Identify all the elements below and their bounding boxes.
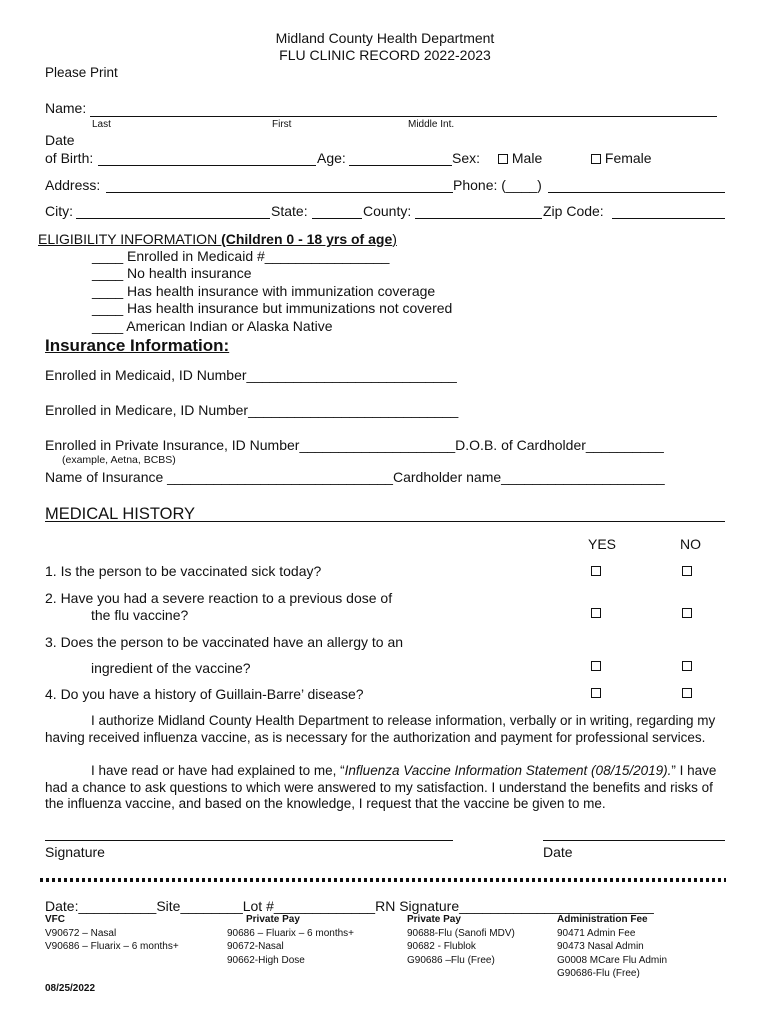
question-4: 4. Do you have a history of Guillain-Barre’ disease? — [45, 686, 364, 702]
medicare-id-field[interactable]: Enrolled in Medicare, ID Number___________________________ — [45, 402, 459, 418]
private-insurance-field[interactable]: Enrolled in Private Insurance, ID Number____________________D.O.B. of Cardholder__________ — [45, 437, 664, 453]
eligibility-item[interactable]: ____ Enrolled in Medicaid #________________ — [92, 248, 390, 264]
medical-history-heading: MEDICAL HISTORY — [45, 505, 196, 523]
zip-label: Zip Code: — [543, 203, 604, 219]
signature-line[interactable] — [45, 840, 453, 841]
male-option[interactable] — [498, 150, 542, 166]
admin-fee-code: 90471 Admin Fee — [557, 927, 636, 939]
phone-label: Phone: (____) — [453, 177, 542, 193]
private-pay-title: Private Pay — [246, 914, 300, 925]
admin-fee-code: 90473 Nasal Admin — [557, 941, 644, 952]
address-label: Address: — [45, 177, 101, 193]
insurance-heading: Insurance Information: — [45, 336, 230, 355]
q1-no-checkbox[interactable] — [682, 566, 692, 576]
dob-field[interactable] — [98, 165, 316, 166]
address-field[interactable] — [106, 192, 453, 193]
private-pay-code: 90686 – Fluarix – 6 months+ — [227, 927, 355, 939]
private-pay-code: 90688-Flu (Sanofi MDV) — [407, 927, 515, 939]
male-checkbox[interactable] — [498, 154, 508, 164]
private-pay-code: 90662-High Dose — [227, 954, 305, 966]
age-label: Age: — [317, 150, 346, 166]
cut-line-divider — [40, 878, 726, 882]
date-label: Date — [45, 132, 75, 148]
eligibility-item[interactable]: ____ American Indian or Alaska Native — [92, 318, 333, 334]
question-2-cont: the flu vaccine? — [91, 607, 189, 623]
zip-field[interactable] — [612, 218, 725, 219]
female-checkbox[interactable] — [591, 154, 601, 164]
question-3: 3. Does the person to be vaccinated have an allergy to an — [45, 634, 404, 650]
q3-no-checkbox[interactable] — [682, 661, 692, 671]
age-field[interactable] — [349, 165, 452, 166]
q4-yes-checkbox[interactable] — [591, 688, 601, 698]
county-label: County: — [363, 203, 412, 219]
q2-no-checkbox[interactable] — [682, 608, 692, 618]
male-label: Male — [511, 150, 543, 166]
medical-history-rule — [45, 521, 725, 522]
eligibility-item[interactable]: ____ Has health insurance with immunization coverage — [92, 283, 436, 299]
admin-fee-code: G90686-Flu (Free) — [557, 968, 640, 979]
county-field[interactable] — [415, 218, 542, 219]
consent-paragraph-1: I authorize Midland County Health Department to release information, verbally or in writing, regarding my having received influenza vaccine, as is necessary for the authorization and payment for professional services. — [45, 713, 716, 745]
admin-date-site-lot-line[interactable]: Date:__________Site________Lot #_____________RN Signature_________________________ — [45, 898, 654, 914]
name-label: Name: — [45, 100, 87, 116]
question-1: 1. Is the person to be vaccinated sick today? — [45, 563, 322, 579]
question-3-cont: ingredient of the vaccine? — [91, 660, 251, 676]
female-option[interactable] — [591, 150, 652, 166]
private-pay-code: 90682 - Flublok — [407, 941, 476, 952]
eligibility-item[interactable]: ____ No health insurance — [92, 265, 252, 281]
first-label: First — [272, 119, 292, 130]
vfc-title: VFC — [45, 914, 65, 925]
private-pay-code: G90686 –Flu (Free) — [407, 954, 495, 966]
medicaid-id-field[interactable]: Enrolled in Medicaid, ID Number___________________________ — [45, 367, 457, 383]
yes-header: YES — [588, 536, 617, 552]
city-field[interactable] — [76, 218, 270, 219]
sex-label: Sex: — [452, 150, 481, 166]
insurance-example: (example, Aetna, BCBS) — [62, 454, 176, 466]
q2-yes-checkbox[interactable] — [591, 608, 601, 618]
private-pay-title: Private Pay — [407, 914, 461, 925]
last-label: Last — [92, 119, 111, 130]
admin-fee-code: G0008 MCare Flu Admin — [557, 954, 668, 966]
org-name: Midland County Health Department — [275, 30, 495, 46]
admin-fee-title: Administration Fee — [557, 914, 648, 925]
please-print: Please Print — [45, 65, 118, 80]
vfc-code: V90686 – Fluarix – 6 months+ — [45, 941, 179, 952]
q4-no-checkbox[interactable] — [682, 688, 692, 698]
private-pay-code: 90672-Nasal — [227, 941, 284, 952]
eligibility-item[interactable]: ____ Has health insurance but immunizations not covered — [92, 300, 453, 316]
private-pay-column-2 — [407, 913, 515, 967]
signature-date-label: Date — [543, 844, 573, 860]
name-field[interactable] — [90, 116, 717, 117]
eligibility-heading: ELIGIBILITY INFORMATION (Children 0 - 18 yrs of age) — [38, 231, 397, 247]
phone-field[interactable] — [548, 192, 725, 193]
vfc-code: V90672 – Nasal — [45, 927, 117, 939]
insurance-name-field[interactable]: Name of Insurance _____________________________Cardholder name_____________________ — [45, 469, 665, 485]
date-line[interactable] — [543, 840, 725, 841]
no-header: NO — [680, 536, 701, 552]
state-label: State: — [271, 203, 308, 219]
q1-yes-checkbox[interactable] — [591, 566, 601, 576]
question-2: 2. Have you had a severe reaction to a previous dose of — [45, 590, 393, 606]
admin-fee-column — [557, 913, 667, 981]
state-field[interactable] — [312, 218, 362, 219]
footer-date: 08/25/2022 — [45, 983, 96, 994]
consent-paragraph-2: I have read or have had explained to me, “Influenza Vaccine Information Statement (08/15/2019).” I have had a chance to ask questions to which were answered to my satisfaction. I understand the benefits and risks of the influenza vaccine, and based on the knowledge, I request that the vaccine be given to me. — [45, 763, 717, 811]
female-label: Female — [604, 150, 652, 166]
private-pay-column-1 — [227, 913, 354, 967]
signature-label: Signature — [45, 844, 105, 860]
city-label: City: — [45, 203, 73, 219]
vfc-column — [45, 913, 179, 954]
q3-yes-checkbox[interactable] — [591, 661, 601, 671]
middle-label: Middle Int. — [408, 119, 455, 130]
form-title: FLU CLINIC RECORD 2022-2023 — [279, 47, 491, 63]
dob-label: of Birth: — [45, 150, 94, 166]
